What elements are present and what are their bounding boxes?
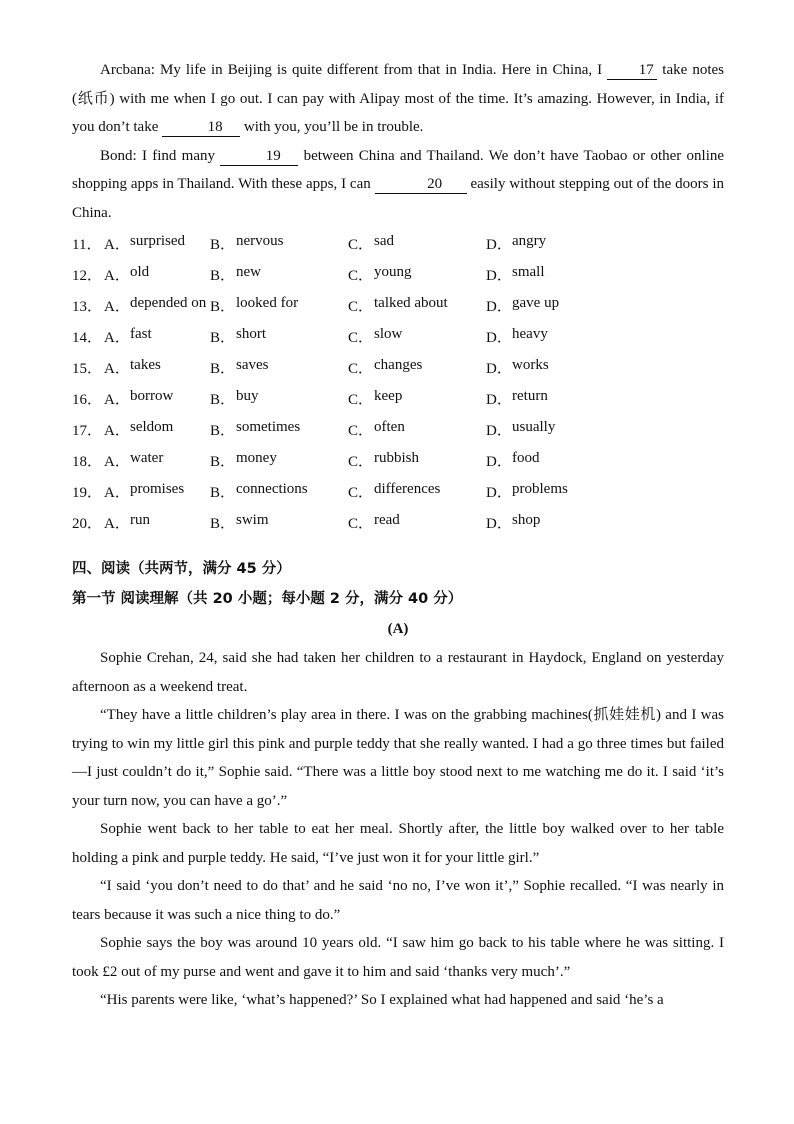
option-row [72,352,724,383]
question-number: 12． [72,268,103,284]
option-a: A． depended on [104,295,207,315]
option-c: C． sad [348,233,394,253]
option-row [72,259,724,290]
option-d: D． gave up [486,295,560,315]
question-number: 18． [72,454,103,470]
speaker-name: Bond: [100,147,137,164]
option-d: D． small [486,264,545,284]
option-c: C． young [348,264,412,284]
blank-number: 17 [638,62,654,78]
option-a: A． seldom [104,419,174,439]
question-number: 14． [72,330,103,346]
passage-paragraph: Sophie went back to her table to eat her meal. Shortly after, the little boy walked over to her table holding a pink and purple teddy. He said, “I’ve just won it for your little girl.” [72,821,724,866]
option-row [72,507,724,538]
blank-number: 19 [265,147,281,164]
blank-number: 18 [207,119,223,135]
question-number: 17． [72,423,103,439]
answer-blank [375,176,467,194]
option-c: C． slow [348,326,403,346]
question-number: 20． [72,516,103,532]
question-number: 15． [72,361,103,377]
option-a: A． borrow [104,388,174,408]
option-b: B． swim [210,512,269,532]
passage-label: (A) [387,621,409,637]
option-d: D． heavy [486,326,548,346]
options-list [72,228,724,538]
option-c: C． keep [348,388,403,408]
option-d: D． angry [486,233,547,253]
option-a: A． promises [104,481,185,501]
option-b: B． sometimes [210,419,301,439]
option-d: D． works [486,357,549,377]
option-row [72,476,724,507]
passage-paragraph: Sophie Crehan, 24, said she had taken her children to a restaurant in Haydock, England on yesterday afternoon as a weekend treat. [72,650,724,695]
option-a: A． takes [104,357,161,377]
option-d: D． problems [486,481,568,501]
question-number: 16． [72,392,103,408]
option-b: B． short [210,326,266,346]
option-a: A． old [104,264,150,284]
dialogue-bond [72,142,724,228]
dialogue-text: with you, you’ll be in trouble. [243,119,424,135]
option-b: B． buy [210,388,259,408]
option-row [72,321,724,352]
option-row [72,414,724,445]
answer-blank [162,119,240,137]
option-row [72,383,724,414]
option-c: C． talked about [348,295,448,315]
option-a: A． fast [104,326,152,346]
dialogue-text: take notes (纸币) with me when I go out. I can pay with Alipay most of the time. It’s amazing. However, in India, if you don’t take [72,62,725,135]
option-a: A． surprised [104,233,185,253]
option-row [72,228,724,259]
dialogue-arcbana [72,56,724,142]
passage-paragraph: Sophie says the boy was around 10 years old. “I saw him go back to his table where he was sitting. I took £2 out of my purse and went and gave it to him and said ‘thanks very much’.” [72,935,724,980]
exam-page [72,56,724,1015]
option-d: D． return [486,388,548,408]
option-a: A． water [104,450,164,470]
passage-paragraph: “His parents were like, ‘what’s happened?’ So I explained what had happened and said ‘he’s a [100,992,664,1008]
blank-number: 20 [427,176,443,192]
speaker-name: Arcbana: [100,62,155,78]
question-number: 11． [72,237,102,253]
dialogue-text: I find many [141,147,215,164]
part-heading: 第一节 阅读理解（共 20 小题；每小题 2 分，满分 40 分） [72,591,463,607]
option-b: B． nervous [210,233,284,253]
option-b: B． money [210,450,277,470]
dialogue-text: My life in Beijing is quite different from that in India. Here in China, I [160,62,603,78]
option-a: A． run [104,512,150,532]
option-c: C． rubbish [348,450,419,470]
dialogue-text: between China and Thailand. We don’t have Taobao or other online shopping apps in Thailand. With these apps, I can [72,147,725,192]
passage-paragraph: “They have a little children’s play area in there. I was on the grabbing machines(抓娃娃机) and I was trying to win my little girl this pink and purple teddy that she really wanted. I had a go three times but failed—I just couldn’t do it,” Sophie said. “There was a little boy stood next to me watching me do it. I said ‘it’s your turn now, you can have a go’.” [72,707,724,809]
dialogue-text: easily without stepping out of the doors in China. [72,176,725,221]
option-row [72,445,724,476]
option-d: D． food [486,450,540,470]
option-d: D． shop [486,512,541,532]
option-b: B． new [210,264,261,284]
option-c: C． read [348,512,400,532]
answer-blank [220,148,298,166]
question-number: 13． [72,299,103,315]
option-b: B． saves [210,357,269,377]
section-heading: 四、阅读（共两节，满分 45 分） [72,561,291,577]
option-c: C． changes [348,357,423,377]
option-row [72,290,724,321]
option-c: C． often [348,419,405,439]
answer-blank [607,62,657,80]
option-b: B． connections [210,481,308,501]
option-b: B． looked for [210,295,299,315]
option-c: C． differences [348,481,441,501]
passage-paragraph: “I said ‘you don’t need to do that’ and he said ‘no no, I’ve won it’,” Sophie recalled. “I was nearly in tears because it was such a nice thing to do.” [72,878,724,923]
option-d: D． usually [486,419,556,439]
question-number: 19． [72,485,103,501]
